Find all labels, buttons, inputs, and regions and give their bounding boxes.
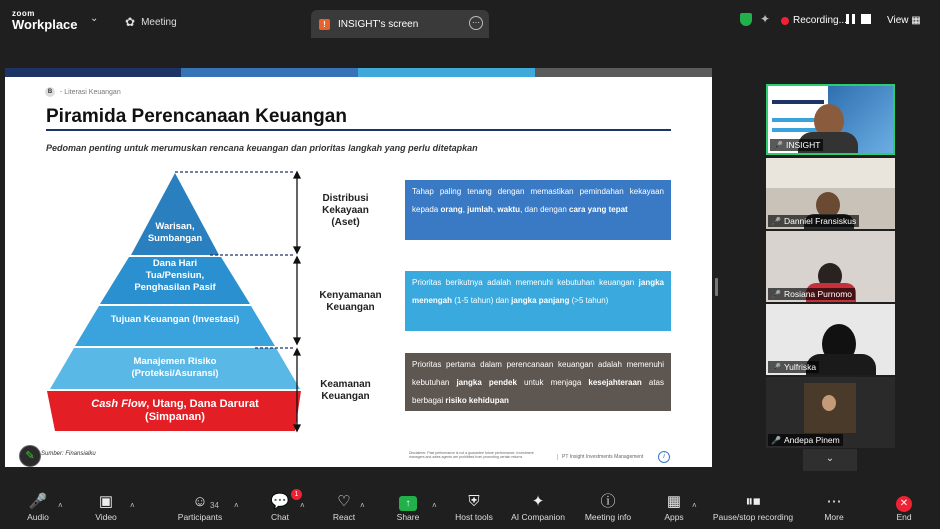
participants-count: 34 bbox=[210, 501, 219, 510]
host-tools-label: Host tools bbox=[455, 512, 493, 522]
meeting-menu[interactable] bbox=[125, 15, 177, 29]
slide-title: Piramida Perencanaan Keuangan bbox=[46, 106, 347, 127]
description-text: Prioritas pertama dalam perencanaan keuangan adalah memenuhi kebutuhan bbox=[412, 360, 664, 387]
section-badge: B bbox=[45, 87, 55, 97]
meeting-info-button[interactable] bbox=[580, 492, 636, 522]
brand-top: zoom bbox=[12, 9, 35, 18]
pause-recording-icon[interactable] bbox=[846, 14, 855, 24]
video-button[interactable] bbox=[90, 492, 122, 522]
scroll-down-button[interactable]: ⌄ bbox=[803, 449, 857, 471]
tier-label bbox=[85, 398, 265, 424]
arrow-head bbox=[294, 247, 300, 253]
participant-name bbox=[768, 434, 843, 446]
meeting-toolbar bbox=[0, 486, 940, 529]
level-label: Keamanan Keuangan bbox=[320, 379, 371, 402]
level-label: Distribusi Kekayaan (Aset) bbox=[322, 193, 369, 228]
pause-stop-icon: ⏸⏹ bbox=[745, 493, 761, 510]
tier-label-italic: Cash Flow bbox=[91, 398, 147, 410]
ai-companion-button[interactable] bbox=[508, 492, 568, 522]
chat-options-caret-icon[interactable]: ˄ bbox=[300, 501, 305, 510]
participant-name bbox=[768, 288, 855, 300]
tier-label: Warisan, Sumbangan bbox=[147, 221, 203, 244]
disclaimer-text: Disclaimer: Past performance is not a guarantee future performance. Investment managers and sales agents are prohibited from promoting certain returns bbox=[409, 451, 534, 459]
people-icon: ☺ 34 bbox=[172, 492, 228, 512]
top-bar bbox=[0, 0, 940, 38]
audio-options-caret-icon[interactable]: ˄ bbox=[58, 501, 63, 510]
participants-label: Participants bbox=[177, 512, 223, 522]
description-text: orang bbox=[440, 205, 463, 214]
description-text: jangka menengah bbox=[412, 278, 664, 305]
description-text: waktu bbox=[497, 205, 521, 214]
tier-label-rest: , Utang, Dana Darurat (Simpanan) bbox=[145, 398, 259, 423]
participant-name-text: Andepa Pinem bbox=[783, 435, 840, 445]
description-text: untuk menjaga bbox=[516, 378, 589, 387]
stop-recording-icon[interactable] bbox=[861, 14, 871, 24]
tier-label: Tujuan Keuangan (Investasi) bbox=[110, 314, 240, 325]
close-icon: ✕ bbox=[892, 492, 916, 512]
description-box bbox=[405, 271, 671, 331]
participant-name bbox=[768, 215, 859, 227]
pyramid-tier-3 bbox=[75, 306, 275, 346]
info-icon: ⓘ bbox=[600, 493, 616, 510]
tier-label: Manajemen Risiko (Proteksi/Asuransi) bbox=[131, 356, 219, 379]
participant-tile[interactable] bbox=[766, 377, 895, 448]
shield-icon: ⛨ bbox=[468, 493, 480, 510]
more-label: More bbox=[824, 512, 844, 522]
description-text: jangka pendek bbox=[456, 378, 517, 387]
sparkle-icon: ✦ bbox=[531, 493, 545, 510]
mic-on-icon: 🎤 bbox=[773, 140, 783, 150]
audio-label: Audio bbox=[27, 512, 49, 522]
shared-screen-slide bbox=[5, 68, 712, 467]
description-box bbox=[405, 180, 671, 240]
react-button[interactable] bbox=[330, 492, 358, 522]
video-options-caret-icon[interactable]: ˄ bbox=[130, 501, 135, 510]
chevron-down-icon[interactable]: ⌄ bbox=[90, 13, 99, 24]
participants-options-caret-icon[interactable]: ˄ bbox=[234, 501, 239, 510]
share-arrow-icon: ↑ bbox=[394, 492, 422, 512]
description-text: Tahap paling tenang dengan memastikan pemindahan kekayaan kepada bbox=[412, 187, 664, 214]
chat-button[interactable] bbox=[266, 491, 299, 522]
participant-face bbox=[822, 395, 836, 411]
chat-label: Chat bbox=[271, 512, 289, 522]
apps-icon: ▦ bbox=[666, 493, 682, 510]
video-background bbox=[766, 158, 895, 188]
share-options-caret-icon[interactable]: ˄ bbox=[432, 501, 437, 510]
mic-off-icon: 🎤 bbox=[771, 435, 781, 445]
share-button[interactable] bbox=[394, 492, 422, 522]
security-shield-icon[interactable] bbox=[740, 13, 752, 26]
recording-indicator bbox=[781, 15, 847, 26]
description-box bbox=[405, 353, 671, 411]
description-text: (>5 tahun) bbox=[569, 296, 609, 305]
participants-button[interactable] bbox=[172, 492, 228, 522]
react-label: React bbox=[332, 512, 356, 522]
screen-share-tab[interactable] bbox=[311, 10, 489, 38]
description-text: , bbox=[492, 205, 498, 214]
recording-label: Recording... bbox=[793, 15, 847, 26]
participant-tile[interactable] bbox=[766, 84, 895, 155]
end-label: End bbox=[896, 512, 912, 522]
description-text: Prioritas berikutnya adalah memenuhi kebutuhan keuangan bbox=[412, 278, 639, 287]
share-indicator-icon: ! bbox=[319, 19, 330, 30]
annotate-pen-icon[interactable]: ✎ bbox=[19, 445, 41, 467]
pause-stop-recording-button[interactable] bbox=[708, 492, 798, 522]
participant-name-text: Danniel Fransiskus bbox=[783, 216, 857, 226]
meeting-label: Meeting bbox=[141, 16, 177, 28]
description-text: (1-5 tahun) dan bbox=[452, 296, 512, 305]
apps-button[interactable] bbox=[662, 492, 686, 522]
tier-label: Dana Hari Tua/Pensiun, Penghasilan Pasif bbox=[134, 258, 216, 293]
heart-icon: ♡ bbox=[337, 493, 351, 510]
mic-off-icon: 🎤 bbox=[771, 289, 781, 299]
audio-button[interactable] bbox=[22, 492, 54, 522]
description-text: , dan dengan bbox=[520, 205, 569, 214]
mic-off-icon: 🎤 bbox=[771, 216, 781, 226]
brand-bottom: Workplace bbox=[12, 17, 78, 32]
pause-recording-label: Pause/stop recording bbox=[712, 512, 794, 522]
more-dots-icon: ⋯ bbox=[826, 493, 842, 510]
view-label: View bbox=[887, 15, 909, 26]
arrow-head bbox=[294, 338, 300, 344]
participant-tile[interactable] bbox=[766, 158, 895, 229]
participant-name bbox=[770, 139, 823, 151]
participant-name bbox=[768, 361, 819, 373]
share-label: Share bbox=[396, 512, 420, 522]
description-text: atas berbagai bbox=[412, 378, 664, 405]
company-logo: i bbox=[658, 451, 670, 463]
description-text: kesejahteraan bbox=[588, 378, 642, 387]
end-button[interactable] bbox=[892, 492, 916, 522]
arrow-head bbox=[294, 172, 300, 178]
ai-companion-label: AI Companion bbox=[511, 512, 565, 522]
mic-off-icon: 🎤 bbox=[28, 493, 48, 510]
paw-icon: ✿ bbox=[125, 15, 136, 29]
chat-bubble-icon: 💬 1 bbox=[266, 492, 294, 512]
video-label: Video bbox=[95, 512, 117, 522]
chat-badge: 1 bbox=[291, 489, 302, 500]
apps-options-caret-icon[interactable]: ˄ bbox=[692, 501, 697, 510]
mic-off-icon: 🎤 bbox=[771, 362, 781, 372]
participant-name-text: Yulfriska bbox=[783, 362, 817, 372]
record-dot-icon bbox=[781, 17, 789, 25]
react-options-caret-icon[interactable]: ˄ bbox=[360, 501, 365, 510]
resize-handle[interactable] bbox=[715, 278, 718, 296]
company-name: PT Insight Investments Management bbox=[557, 454, 643, 460]
participant-name-text: Rosiana Purnomo bbox=[783, 289, 853, 299]
participant-tile[interactable] bbox=[766, 231, 895, 302]
host-tools-button[interactable] bbox=[450, 492, 498, 522]
source-note: Sumber: Finansialku bbox=[41, 451, 96, 457]
meeting-info-label: Meeting info bbox=[584, 512, 632, 522]
description-text: jumlah bbox=[467, 205, 493, 214]
arrow-head bbox=[294, 349, 300, 355]
description-text: , bbox=[462, 205, 468, 214]
arrow-head bbox=[294, 257, 300, 263]
recording-controls bbox=[846, 14, 871, 24]
camera-icon: ▣ bbox=[98, 493, 114, 510]
breadcrumb-text: - Literasi Keuangan bbox=[60, 88, 121, 96]
level-label: Kenyamanan Keuangan bbox=[319, 290, 382, 313]
more-button[interactable] bbox=[820, 492, 848, 522]
slide-subtitle: Pedoman penting untuk merumuskan rencana keuangan dan prioritas langkah yang perlu ditetapkan bbox=[46, 143, 478, 153]
description-text: cara yang tepat bbox=[569, 205, 628, 214]
zoom-logo[interactable] bbox=[12, 10, 78, 31]
sparkle-icon[interactable]: ✦ bbox=[760, 12, 771, 26]
more-options-icon[interactable]: ··· bbox=[469, 16, 483, 30]
view-button[interactable]: View ▦ bbox=[887, 15, 921, 26]
description-text: risiko kehidupan bbox=[445, 396, 509, 405]
description-text: jangka panjang bbox=[511, 296, 570, 305]
apps-label: Apps bbox=[664, 512, 684, 522]
screen-tab-label: INSIGHT's screen bbox=[338, 18, 419, 30]
participant-name-text: INSIGHT bbox=[785, 140, 821, 150]
participant-tile[interactable] bbox=[766, 304, 895, 375]
